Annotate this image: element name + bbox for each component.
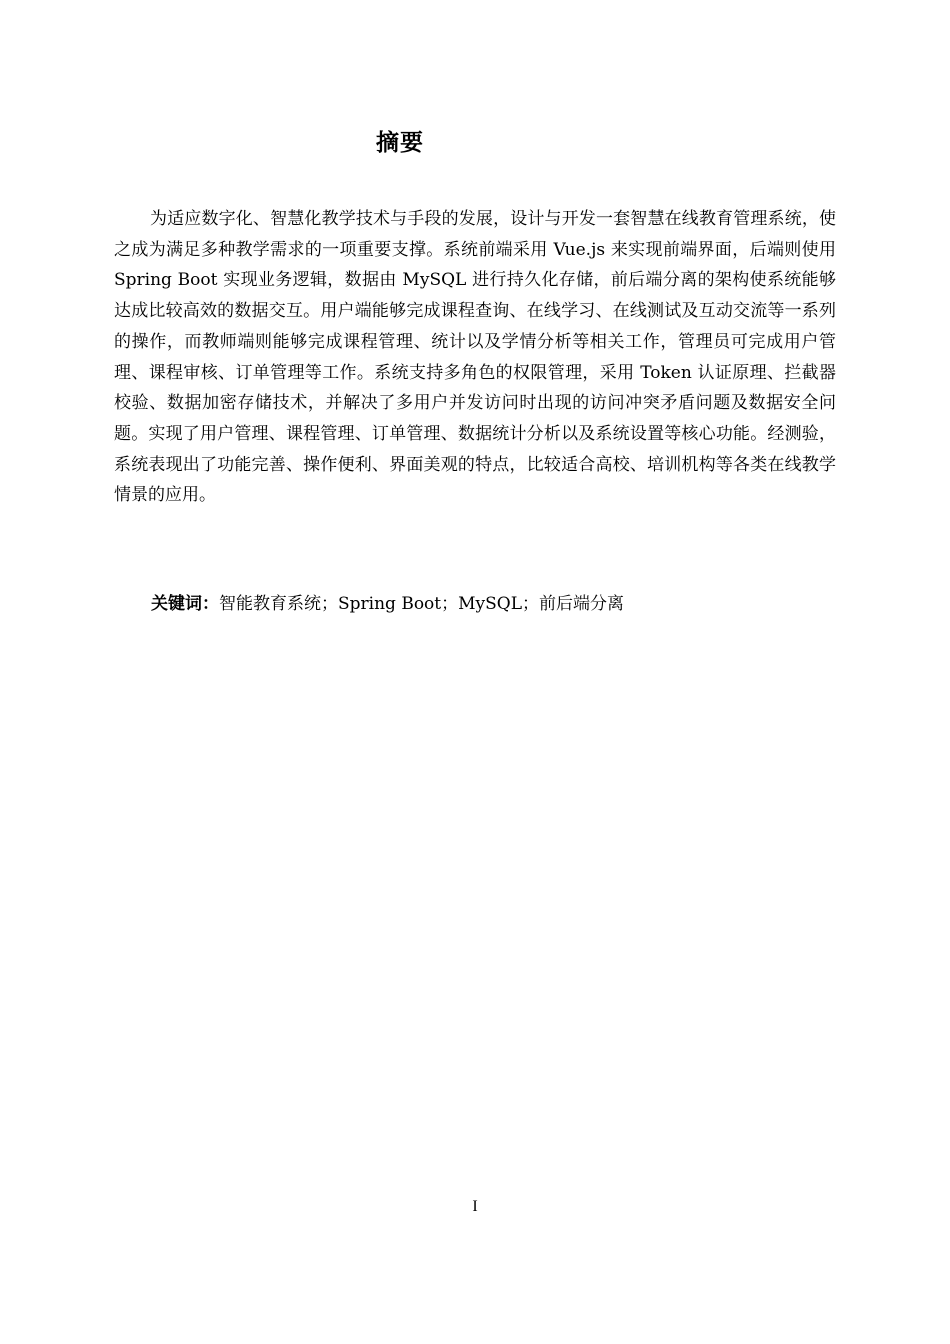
- page-number: I: [472, 1198, 478, 1215]
- abstract-title: 摘要: [376, 130, 424, 156]
- keywords-line: [151, 589, 624, 619]
- keywords-text: 智能教育系统；Spring Boot；MySQL；前后端分离: [219, 594, 625, 614]
- abstract-body: 为适应数字化、智慧化教学技术与手段的发展，设计与开发一套智慧在线教育管理系统，使之成为满足多种教学需求的一项重要支撑。系统前端采用 Vue.js 来实现前端界面，后端则使用 Spring Boot 实现业务逻辑，数据由 MySQL 进行持久化存储，前后端分离的架构使系统能够达成比较高效的数据交互。用户端能够完成课程查询、在线学习、在线测试及互动交流等一系列的操作，而教师端则能够完成课程管理、统计以及学情分析等相关工作，管理员可完成用户管理、课程审核、订单管理等工作。系统支持多角色的权限管理，采用 Token 认证原理、拦截器校验、数据加密存储技术，并解决了多用户并发访问时出现的访问冲突矛盾问题及数据安全问题。实现了用户管理、课程管理、订单管理、数据统计分析以及系统设置等核心功能。经测验，系统表现出了功能完善、操作便利、界面美观的特点，比较适合高校、培训机构等各类在线教学情景的应用。: [114, 209, 836, 506]
- keywords-label: 关键词：: [151, 594, 219, 614]
